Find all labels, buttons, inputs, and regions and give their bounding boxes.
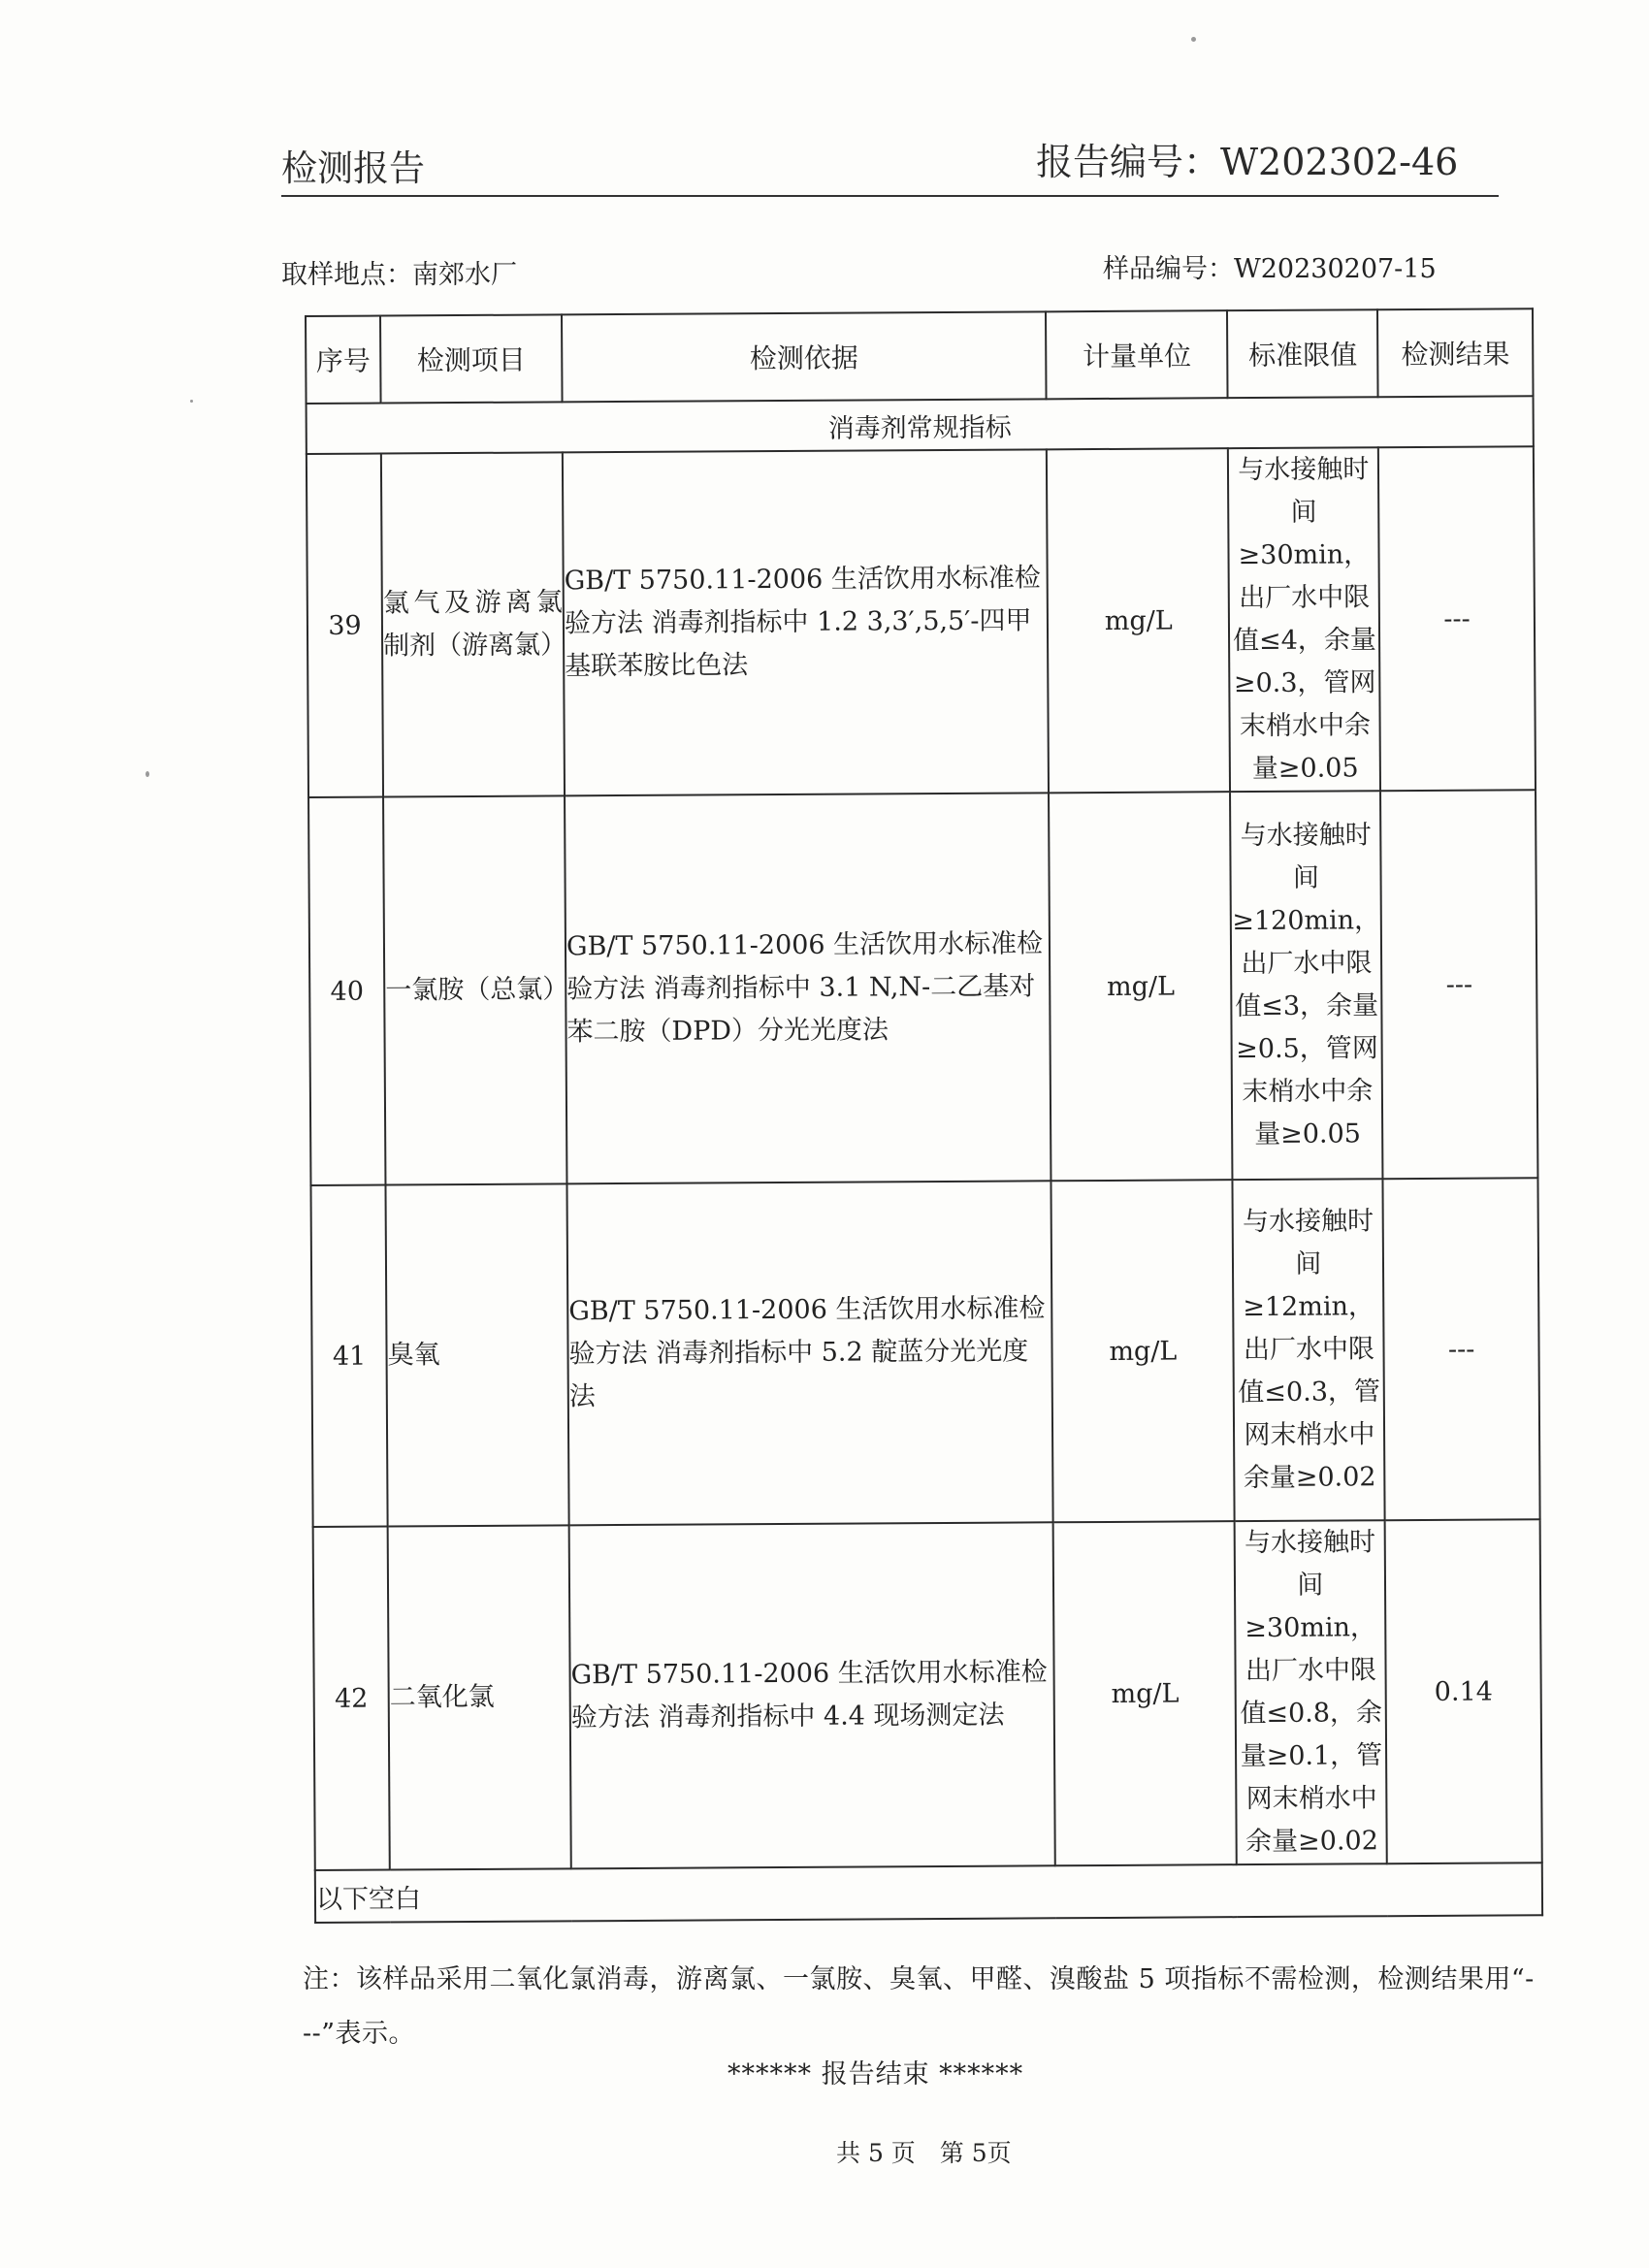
header-item: 检测项目 (380, 314, 562, 403)
sample-number: 样品编号：W20230207-15 (1103, 254, 1437, 284)
page-number: 共 5 页 第 5页 (836, 2139, 1012, 2167)
row-unit: mg/L (1053, 1521, 1237, 1865)
report-end-mark: ****** 报告结束 ****** (728, 2059, 1024, 2090)
row-basis: GB/T 5750.11-2006 生活饮用水标准检验方法 消毒剂指标中 1.2 3,3′,5,5′-四甲基联苯胺比色法 (563, 449, 1049, 795)
header-divider (281, 195, 1499, 197)
row-basis: GB/T 5750.11-2006 生活饮用水标准检验方法 消毒剂指标中 3.1 N,N-二乙基对苯二胺（DPD）分光光度法 (565, 793, 1051, 1183)
row-result: --- (1380, 790, 1537, 1179)
table-header-row (306, 308, 1534, 404)
row-result: --- (1383, 1178, 1540, 1520)
scan-speck (146, 771, 149, 777)
row-basis: GB/T 5750.11-2006 生活饮用水标准检验方法 消毒剂指标中 4.4 现场测定法 (569, 1522, 1055, 1868)
row-item: 一氯胺（总氯） (383, 795, 566, 1184)
header-limit: 标准限值 (1227, 309, 1377, 398)
header-basis: 检测依据 (562, 311, 1047, 402)
row-unit: mg/L (1049, 792, 1233, 1181)
row-no: 39 (307, 454, 383, 797)
document-title: 检测报告 (281, 147, 425, 189)
row-limit: 与水接触时间≥30min，出厂水中限值≤4，余量≥0.3，管网末梢水中余量≥0.05 (1228, 447, 1380, 792)
row-limit: 与水接触时间≥12min，出厂水中限值≤0.3，管网末梢水中余量≥0.02 (1233, 1179, 1385, 1521)
row-item: 臭氧 (386, 1183, 569, 1526)
table-row (313, 1519, 1542, 1870)
table-row (307, 446, 1536, 797)
table-row (308, 790, 1537, 1185)
row-item: 氯气及游离氯制剂（游离氯） (381, 452, 565, 796)
blank-row (315, 1863, 1542, 1923)
row-unit: mg/L (1051, 1180, 1235, 1522)
row-no: 42 (313, 1526, 390, 1869)
report-number: 报告编号：W202302-46 (1036, 141, 1459, 183)
row-unit: mg/L (1047, 448, 1230, 793)
header-result: 检测结果 (1377, 308, 1533, 397)
row-result: 0.14 (1385, 1519, 1542, 1863)
scan-speck (1191, 37, 1196, 42)
blank-text: 以下空白 (315, 1863, 1542, 1923)
sampling-location: 取样地点：南郊水厂 (281, 260, 517, 290)
table-row (310, 1178, 1539, 1527)
section-title: 消毒剂常规指标 (307, 396, 1534, 454)
footnote: 注：该样品采用二氧化氯消毒，游离氯、一氯胺、臭氧、甲醛、溴酸盐 5 项指标不需检测，检测结果用“---”表示。 (303, 1964, 1535, 2049)
row-limit: 与水接触时间≥120min，出厂水中限值≤3，余量≥0.5，管网末梢水中余量≥0.05 (1230, 791, 1382, 1180)
results-table (305, 308, 1543, 1924)
row-no: 41 (310, 1185, 387, 1527)
row-result: --- (1378, 446, 1536, 791)
header-no: 序号 (306, 316, 381, 404)
header-unit: 计量单位 (1046, 310, 1228, 399)
section-row (307, 396, 1534, 454)
scan-speck (190, 400, 193, 403)
row-item: 二氧化氯 (388, 1525, 571, 1869)
row-limit: 与水接触时间≥30min，出厂水中限值≤0.8，余量≥0.1，管网末梢水中余量≥0.02 (1235, 1520, 1387, 1864)
row-no: 40 (308, 797, 385, 1185)
row-basis: GB/T 5750.11-2006 生活饮用水标准检验方法 消毒剂指标中 5.2 靛蓝分光光度法 (566, 1181, 1052, 1525)
